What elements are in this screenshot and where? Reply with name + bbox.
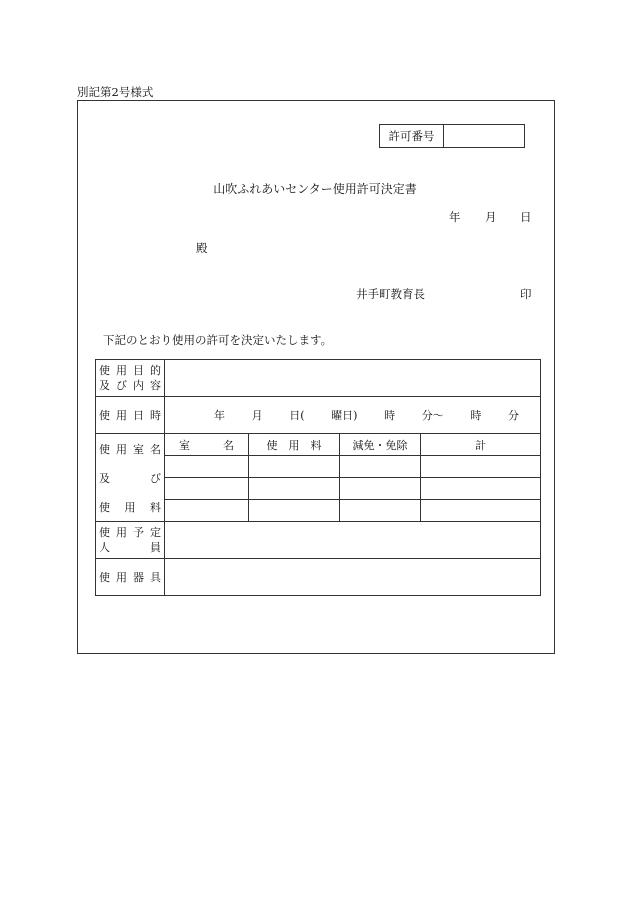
dt-minute-end: 分 <box>507 409 519 422</box>
room-name-cell[interactable] <box>165 500 249 522</box>
exemption-header: 減免・免除 <box>340 434 421 456</box>
permit-number-box <box>379 124 525 148</box>
dt-year: 年 <box>214 409 225 422</box>
table-row <box>96 397 541 434</box>
room-label-line1: 使用室名 <box>99 442 161 456</box>
people-label-line1: 使用予定 <box>99 526 161 539</box>
exemption-cell[interactable] <box>340 478 421 500</box>
room-name-cell[interactable] <box>165 478 249 500</box>
datetime-label: 使用日時 <box>96 397 165 434</box>
people-label <box>96 522 165 559</box>
permit-number-label: 許可番号 <box>380 125 444 147</box>
permit-number-field[interactable] <box>444 125 524 147</box>
datetime-field[interactable] <box>165 397 541 434</box>
total-cell[interactable] <box>421 456 541 478</box>
seal-mark: 印 <box>520 287 532 301</box>
table-row <box>96 434 541 456</box>
fee-cell[interactable] <box>249 478 340 500</box>
room-label-line2: 及 び <box>99 471 161 485</box>
table-row <box>96 522 541 559</box>
permit-table <box>95 359 541 596</box>
dt-minute-start: 分～ <box>421 409 444 422</box>
table-row <box>96 360 541 397</box>
exemption-cell[interactable] <box>340 500 421 522</box>
equipment-field[interactable] <box>165 559 541 596</box>
exemption-cell[interactable] <box>340 456 421 478</box>
form-number-label: 別記第2号様式 <box>77 85 154 99</box>
addressee-suffix: 殿 <box>196 241 208 255</box>
date-day: 日 <box>520 210 532 224</box>
table-row <box>96 559 541 596</box>
document-title: 山吹ふれあいセンター使用許可決定書 <box>213 182 417 196</box>
issuer-name: 井手町教育長 <box>356 287 425 301</box>
equipment-label: 使用器具 <box>96 559 165 596</box>
purpose-label-line2: 及び内容 <box>99 379 161 392</box>
fee-cell[interactable] <box>249 456 340 478</box>
room-name-cell[interactable] <box>165 456 249 478</box>
total-cell[interactable] <box>421 478 541 500</box>
dt-month: 月 <box>251 409 263 422</box>
dt-hour-start: 時 <box>384 409 396 422</box>
date-month: 月 <box>485 210 497 224</box>
purpose-label-line1: 使用目的 <box>99 364 161 377</box>
fee-cell[interactable] <box>249 500 340 522</box>
intro-text: 下記のとおり使用の許可を決定いたします。 <box>103 333 333 347</box>
total-cell[interactable] <box>421 500 541 522</box>
people-label-line2: 人 員 <box>99 541 161 554</box>
date-year: 年 <box>449 210 461 224</box>
room-label <box>96 434 165 522</box>
total-header: 計 <box>421 434 541 456</box>
fee-header: 使 用 料 <box>249 434 340 456</box>
people-field[interactable] <box>165 522 541 559</box>
dt-day: 日( <box>289 409 305 422</box>
dt-hour-end: 時 <box>470 409 482 422</box>
room-name-header: 室 名 <box>165 434 249 456</box>
room-label-line3: 使用料 <box>99 500 161 514</box>
purpose-field[interactable] <box>165 360 541 397</box>
purpose-label <box>96 360 165 397</box>
dt-weekday: 曜日) <box>331 409 358 422</box>
